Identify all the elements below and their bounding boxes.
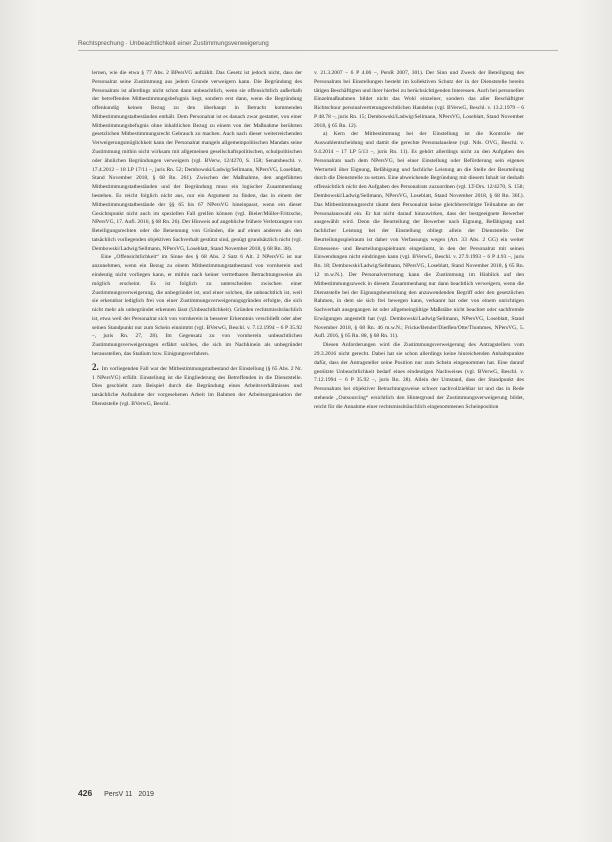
right-paragraph-1: v. 21.3.2007 – 6 P 4.06 –, PersR 2007, 301). Der Sinn und Zweck der Beteiligung des Personalrats bei Einstellungen besteht im kollektiven Schutz der in der Dienststelle bereits tätigen Beschäftigten und ihrer hierbei zu berücksichtigenden Interessen. Auch bei personellen Einzelmaßnahmen bildet nicht das Wohl einzelner, sondern das aller Beschäftigter Richtschnur personalvertretungsrechtlichen Handelns (vgl. BVerwG, Beschl. v. 13.2.1979 – 6 P 48.78 –, juris Rn. 15; Dembowski/Ladwig/Sellmann, NPersVG, Loseblatt, Stand November 2018, § 65 Rn. 12). bbox=[314, 70, 524, 129]
right-paragraph-3: Diesen Anforderungen wird die Zustimmungsverweigerung des Antragstellers vom 29.3.2016 nicht gerecht. Dabei hat sie schon allerdings keine hinreichenden Anhaltspunkte dafür, dass der Antragsteller seine Position nur zum Schein eingenommen hat. Eine darauf gestützte Unbeachtlichkeit bedarf eines eindeutigen Nachweises (vgl. BVerwG, Beschl. v. 7.12.1994 – 6 P 35.92 –, juris Rn. 28). Allein der Umstand, dass der Standpunkt des Personalrats bei objektiver Betrachtungsweise schwer nachvollziehbar ist und das in Rede stehende „Outsourcing“ ersichtlich den Hintergrund der Zustimmungsverweigerung bildet, reicht für die Annahme einer rechtsmissbräuchlich eingenommenen Scheinposition bbox=[314, 342, 524, 410]
header-section: Rechtsprechung bbox=[78, 40, 124, 47]
section-2-paragraph bbox=[92, 363, 302, 409]
left-paragraph-2: Eine „Offensichtlichkeit“ im Sinne des § 68 Abs. 2 Satz 6 Alt. 2 NPersVG ist nur anzunehmen, wenn ein Bezug zu einem Mitbestimmungstatbestand von vornherein und eindeutig nicht vorliegen kann, er mithin nach keiner vertretbaren Betrachtungsweise als möglich erscheint. Es ist folglich zu unterscheiden zwischen einer Zustimmungsverweigerung, die unbegründet ist, und einer solchen, die unbeachtlich ist, weil sie erkennbar lediglich frei von einer Zustimmungsverweigerungsgründen erfolgte, die sich nicht mehr als unbegründet erkennen lässt (Unbeachtlichkeit). Gründen rechtsmissbräuchlich ist, etwa weil der Personalrat sich von vornherein in besserer Erkenntnis verschließt oder aber seinen Standpunkt nur zum Schein einnimmt (vgl. BVerwG, Beschl. v. 7.12.1994 – 6 P 35.92 –, juris Rn. 27, 28). Im Gegensatz zu von vornherein unbeachtlichen Zustimmungsverweigerungen erfährt solches, die sich im Nachhinein als unbegründet herausstellen, das Stadium bzw. Einigungsverfahren. bbox=[92, 254, 302, 357]
right-paragraph-2: a) Kern der Mitbestimmung bei der Einstellung ist die Kontrolle der Auswahlentscheidung und damit die gerechte Personalauslese (vgl. Nds. OVG, Beschl. v. 9.4.2014 – 17 LP 5/13 –, juris Rn. 11). Es gehört allerdings nicht zu den Aufgaben des Personalrats nach dem NPersVG, bei einer Einstellung oder Beförderung sein eigenes Werturteil über Eignung, Befähigung und fachliche Leistung an die Stelle der Beurteilung durch die Dienststelle zu setzen. Eine abweichende Begründung mit diesem Inhalt ist deshalb offensichtlich nicht den Aufgaben des Personalrats zuzuordnen (vgl. LT-Drs. 12/4270, S. 158; Dembowski/Ladwig/Sellmann, NPersVG, Loseblatt, Stand November 2018, § 68 Rn. 36f.). Das Mitbestimmungsrecht räumt dem Personalrat keine gleichberechtigte Teilnahme an der Personalauswahl ein. Er hat nicht darauf hinzuwirken, dass der bestgeeignete Bewerber ausgewählt wird. Denn die Beurteilung der Bewerber nach Eignung, Befähigung und fachlicher Leistung bei der Einstellung obliegt allein der Dienststelle. Der Beurteilungsspielraum ist daher von Verfassungs wegen (Art. 33 Abs. 2 GG) ein weiter Ermessens- und Beurteilungsspielraum eingeräumt, in den der Personalrat mit seinen Einwendungen nicht eindringen kann (vgl. BVerwG, Beschl. v. 27.9.1993 – 6 P 4.93 –, juris Rn. 18; Dembowski/Ladwig/Sellmann, NPersVG, Loseblatt, Stand November 2018, § 65 Rn. 12 m.w.N.). Der Personalvertretung kann die Zustimmung im Hinblick auf den Mitbestimmungszweck in diesem Zusammenhang nur dann beachtlich verweigern, wenn die Dienststelle bei der Eignungsbeurteilung den anzuwendenden Begriff oder den gesetzlichen Rahmen, in dem sie sich frei bewegen kann, verkannt hat oder von einem unrichtigen Sachverhalt ausgegangen ist oder allgemeingültige Maßstäbe nicht beachtet oder sachfremde Erwägungen angestellt hat (vgl. Dembowski/Ladwig/Sellmann, NPersVG, Loseblatt, Stand November 2018, § 68 Rn. 46 m.w.N.; Fricke/Bender/Dierßen/Otte/Thommes, NPersVG, 5. Aufl. 2016, § 65 Rn. 88, § 68 Rn. 11). bbox=[314, 131, 524, 340]
journal-name: PersV 11 bbox=[104, 791, 133, 798]
running-header bbox=[78, 40, 558, 47]
page-number: 426 bbox=[78, 788, 93, 798]
right-column bbox=[314, 69, 524, 789]
journal-year: 2019 bbox=[138, 791, 154, 798]
left-column bbox=[92, 69, 302, 769]
header-separator: · bbox=[125, 40, 130, 47]
header-topic: Unbeachtlichkeit einer Zustimmungsverweigerung bbox=[129, 40, 269, 47]
section-number: 2. bbox=[92, 361, 99, 372]
section-2-text: Im vorliegenden Fall war der Mitbestimmungstatbestand der Einstellung (§ 65 Abs. 2 Nr. 1 NPersVG) erfüllt. Einstellung ist die Eingliederung des Betreffenden in die Dienststelle. Dies geschieht zum Beispiel durch die Begründung eines Arbeitsverhältnisses und tatsächliche Aufnahme der vorgesehenen Arbeit im Rahmen der Arbeitsorganisation der Dienststelle (vgl. BVerwG, Beschl. bbox=[92, 365, 302, 407]
header-rule bbox=[78, 50, 558, 51]
left-paragraph-1: lernen, wie die etwa § 77 Abs. 2 BPersVG aufzählt. Das Gesetz ist jedoch nicht, dass der Personalrat seine Zustimmung aus jedem Grunde verweigern kann. Die Begründung des Personalrats ist allerdings nicht schon dann unbeachtlich, wenn sie offensichtlich außerhalb der betreffenden Mitbestimmungsbefugnis liegt, sondern erst dann, wenn die Begründung offenkundig keinen Bezug zu den überhaupt in Betracht kommenden Mitbestimmungstatbeständen enthält. Dem Personalrat ist es danach zwar gestattet, von einer Mitbestimmungsbefugnis ohne inhaltlichen Bezug zu einem von der Maßnahme berührten gesetzlichen Mitbestimmungsrecht Gebrauch zu machen. Auch nach dieser weiterreichenden Verweigerungsmöglichkeit kann der Personalrat mangels allgemeinpolitischen Mandats seine Zustimmung mithin nicht wirksam mit allgemeinen gesellschaftspolitischen, schulpolitischen oder ähnlichen Begründungen verweigern (vgl. BVerw, 12/4270, S. 158; Senatsbeschl. v. 17.4.2012 – 18 LP 17/11 –, juris Rn. 52; Dembowski/Ladwig/Sellmann, NPersVG, Loseblatt, Stand November 2018, § 68 Rn. 261). Zwischen der Maßnahme, den angeführten Mitbestimmungstatbeständen und der Begründung muss ein logischer Zusammenhang bestehen. Es reicht folglich nicht aus, nur ein Argument zu finden, das in einem der Mitbestimmungstatbestände der §§ 65 bis 67 NPersVG hineinpasst, wenn ein dieser Gesichtspunkt nicht auch im speziellen Fall greifen können (vgl. Bieler/Müller-Fritzsche, NPersVG, 17. Aufl. 2016, § 68 Rn. 26). Der Hinweis auf angebliche frühere Verletzungen von Beteiligungsrechten oder die Benennung von Gründen, die auf einen anderen als den tatsächlich vorliegenden objektiven Sachverhalt gestützt sind, genügt grundsätzlich nicht (vgl. Dembowski/Ladwig/Sellmann, NPersVG, Loseblatt, Stand November 2018, § 68 Rn. 38). bbox=[92, 70, 302, 252]
page-footer bbox=[78, 788, 154, 798]
